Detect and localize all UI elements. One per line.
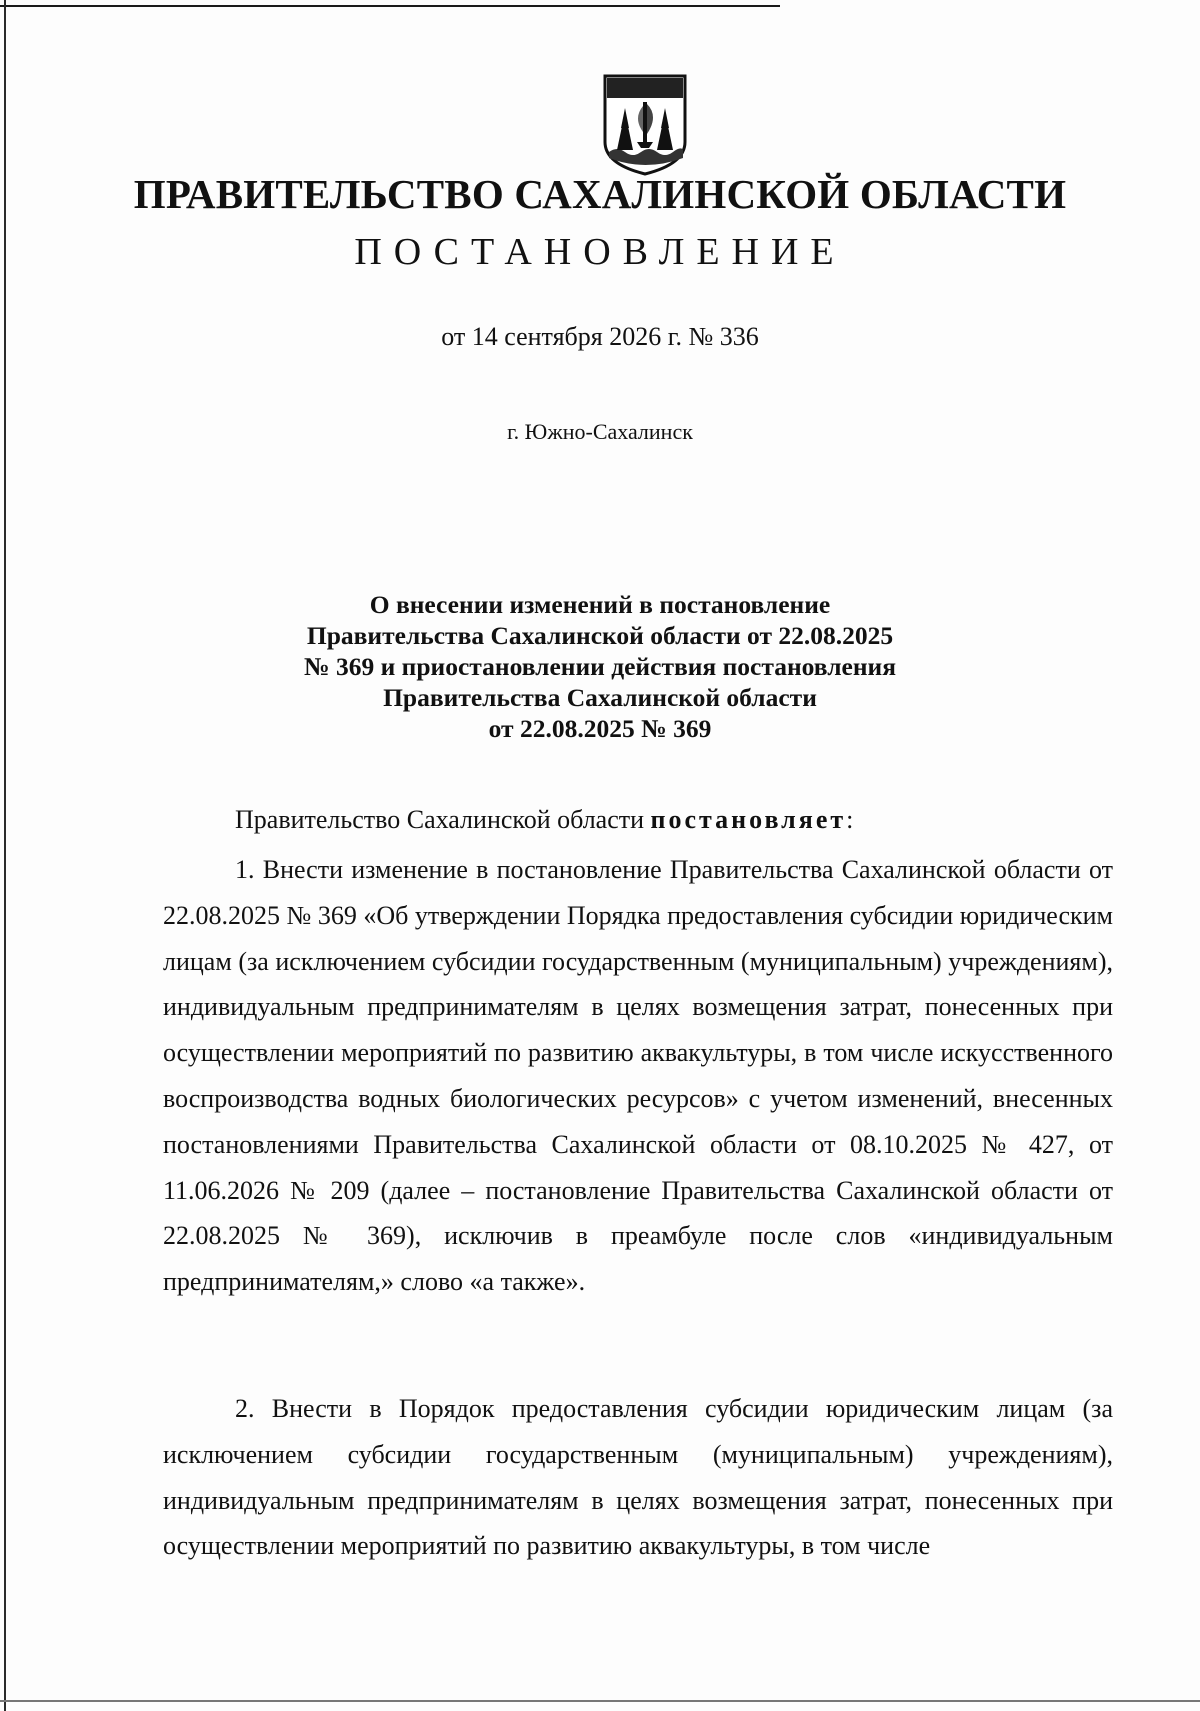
- body-paragraph-1: 1. Внести изменение в постановление Правительства Сахалинской области от 22.08.2025 № 369 «Об утверждении Порядка предоставления субсидии юридическим лицам (за исключением субсидии государственным (муниципальным) учреждениям), индивидуальным предпринимателям в целях возмещения затрат, понесенных при осуществлении мероприятий по развитию аквакультуры, в том числе искусственного воспроизводства водных биологических ресурсов» с учетом изменений, внесенных постановлениями Правительства Сахалинской области от 08.10.2025 № 427, от 11.06.2026 № 209 (далее – постановление Правительства Сахалинской области от 22.08.2025 № 369), исключив в преамбуле после слов «индивидуальным предпринимателям,» слово «а также».: [163, 855, 1113, 1297]
- document-city: г. Южно-Сахалинск: [507, 419, 693, 444]
- heading-line: от 22.08.2025 № 369: [488, 714, 712, 743]
- preamble-colon: :: [846, 805, 854, 834]
- heading-line: Правительства Сахалинской области от 22.08.2025: [306, 621, 894, 650]
- scan-edge-top: [0, 5, 780, 7]
- document-type: ПОСТАНОВЛЕНИЕ: [354, 231, 846, 273]
- heading-line: Правительства Сахалинской области: [383, 683, 817, 712]
- preamble-text: Правительство Сахалинской области: [235, 805, 651, 834]
- scan-edge-bottom: [0, 1700, 1200, 1702]
- heading-line: № 369 и приостановлении действия постановления: [303, 652, 897, 681]
- preamble-keyword: постановляет: [650, 805, 847, 834]
- heading-line: О внесении изменений в постановление: [369, 590, 831, 619]
- document-heading: [200, 589, 1000, 744]
- organization-title: ПРАВИТЕЛЬСТВО САХАЛИНСКОЙ ОБЛАСТИ: [133, 171, 1067, 217]
- body-paragraph-2: 2. Внести в Порядок предоставления субсидии юридическим лицам (за исключением субсидии государственным (муниципальным) учреждениям), индивидуальным предпринимателям в целях возмещения затрат, понесенных при осуществлении мероприятий по развитию аквакультуры, в том числе: [163, 1394, 1113, 1561]
- document-date-number: от 14 сентября 2026 г. № 336: [441, 322, 759, 351]
- preamble: [235, 805, 853, 835]
- sakhalin-coat-of-arms-icon: [601, 72, 689, 176]
